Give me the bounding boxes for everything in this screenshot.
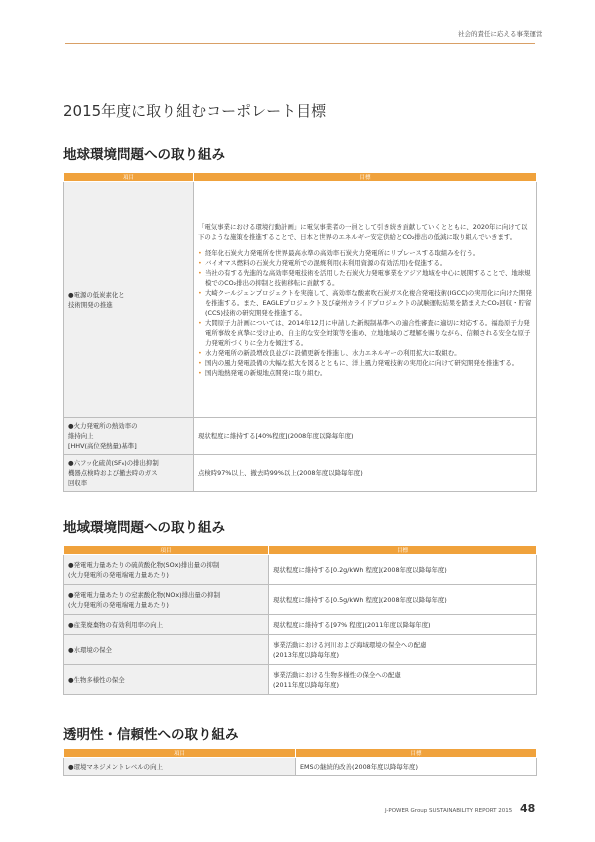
section-title-regional: 地域環境問題への取り組み xyxy=(63,520,225,537)
col-header-target: 目標 xyxy=(194,173,537,182)
row-item-low-carbon xyxy=(64,182,194,418)
row-item-nox: ●発電電力量あたりの窒素酸化物(NOx)排出量の抑制 (火力発電所の発電端電力量あたり) xyxy=(64,585,269,615)
header-divider xyxy=(65,43,535,44)
list-item: • 大間原子力計画については、2014年12月に申請した新規制基準への適合性審査に適切に対応する。福島原子力発電所事故を真摯に受け止め、自主的な安全対策等を進め、立地地域のご理解を賜りながら、信頼される安全な原子力発電所づくりに全力を傾注する。 xyxy=(198,318,531,347)
col-header-item: 項目 xyxy=(64,749,296,758)
footer-report-name: J-POWER Group SUSTAINABILITY REPORT 2015 xyxy=(385,808,513,814)
section-title-transparency: 透明性・信頼性への取り組み xyxy=(63,727,239,744)
row-target-thermal-efficiency: 現状程度に維持する[40%程度](2008年度以降毎年度) xyxy=(194,418,537,455)
col-header-target: 目標 xyxy=(269,546,537,555)
table-row xyxy=(64,455,537,492)
list-item: • 当社の有する先進的な高効率発電技術を活用した石炭火力発電事業をアジア地域を中心に展開することで、地球規模でのCO₂排出の抑制と技術移転に貢献する。 xyxy=(198,268,531,287)
header-section-label: 社会的責任に応える事業運営 xyxy=(458,30,543,38)
col-header-item: 項目 xyxy=(64,173,194,182)
row-target-water: 事業活動における河川および海域環境の保全への配慮 (2013年度以降毎年度) xyxy=(269,635,537,665)
list-item: • 経年化石炭火力発電所を世界最高水準の高効率石炭火力発電所にリプレースする取組みを行う。 xyxy=(198,248,480,257)
list-item: • 国内の風力発電設備の大幅な拡大を図るとともに、洋上風力発電技術の実用化に向けて研究開発を推進する。 xyxy=(198,358,519,367)
target-intro: 「電気事業における環境行動計画」に電気事業者の一員として引き続き貢献していくとともに、2020年に向けて以下のような施策を推進することで、日本と世界のエネルギー安定供給とCO₂排出の低減に取り組んでいきます。 xyxy=(198,222,528,241)
row-item-ems: ●環境マネジメントレベルの向上 xyxy=(64,758,296,776)
row-target-low-carbon xyxy=(194,182,537,418)
row-target-sf6: 点検時97%以上、撤去時99%以上(2008年度以降毎年度) xyxy=(194,455,537,492)
table-row xyxy=(64,585,537,615)
table-row xyxy=(64,418,537,455)
list-item: • バイオマス燃料の石炭火力発電所での混焼利用(未利用資源の有効活用)を促進する。 xyxy=(198,258,447,267)
list-item: • 水力発電所の新設増改良並びに設備更新を推進し、水力エネルギーの利用拡大に取組む。 xyxy=(198,348,461,357)
list-item: • 国内地熱発電の新規地点開発に取り組む。 xyxy=(198,368,327,377)
table-row xyxy=(64,665,537,695)
row-item-water: ●水環境の保全 xyxy=(64,635,269,665)
row-item-biodiversity: ●生物多様性の保全 xyxy=(64,665,269,695)
table-row xyxy=(64,555,537,585)
page-number: 48 xyxy=(520,802,536,815)
table-header-row xyxy=(64,173,537,182)
section-title-global: 地球環境問題への取り組み xyxy=(63,147,225,164)
row-target-sox: 現状程度に維持する[0.2g/kWh 程度](2008年度以降毎年度) xyxy=(269,555,537,585)
regional-goals-table xyxy=(63,545,537,695)
row-item-thermal-efficiency: ●火力発電所の熱効率の 維持向上 [HHV(高位発熱量)基準] xyxy=(64,418,194,455)
row-target-waste: 現状程度に維持する[97% 程度](2011年度以降毎年度) xyxy=(269,615,537,635)
table-header-row xyxy=(64,749,537,758)
row-item-text: ●電源の低炭素化と 技術開発の推進 xyxy=(68,290,125,309)
row-item-waste: ●産業廃棄物の有効利用率の向上 xyxy=(64,615,269,635)
table-header-row xyxy=(64,546,537,555)
global-goals-table xyxy=(63,172,537,492)
row-item-sox: ●発電電力量あたりの硫黄酸化物(SOx)排出量の抑制 (火力発電所の発電端電力量あたり) xyxy=(64,555,269,585)
list-item: • 大崎クールジェンプロジェクトを実施して、高効率な酸素吹石炭ガス化複合発電技術(IGCC)の実用化に向けた開発を推進する。また、EAGLEプロジェクト及び豪州カライドプロジェクトの試験運転結果を踏まえたCO₂回収・貯留(CCS)技術の研究開発を推進する。 xyxy=(198,288,532,317)
table-row xyxy=(64,615,537,635)
row-target-nox: 現状程度に維持する[0.5g/kWh 程度](2008年度以降毎年度) xyxy=(269,585,537,615)
col-header-item: 項目 xyxy=(64,546,269,555)
row-target-ems: EMSの継続的改善(2008年度以降毎年度) xyxy=(296,758,537,776)
target-points xyxy=(198,248,532,378)
transparency-goals-table xyxy=(63,748,537,776)
table-row xyxy=(64,635,537,665)
row-target-biodiversity: 事業活動における生物多様性の保全への配慮 (2011年度以降毎年度) xyxy=(269,665,537,695)
table-row xyxy=(64,182,537,418)
page-title: 2015年度に取り組むコーポレート目標 xyxy=(63,102,327,121)
table-row xyxy=(64,758,537,776)
col-header-target: 目標 xyxy=(296,749,537,758)
row-item-sf6: ●六フッ化硫黄(SF₆)の排出抑制 機器点検時および撤去時のガス 回収率 xyxy=(64,455,194,492)
